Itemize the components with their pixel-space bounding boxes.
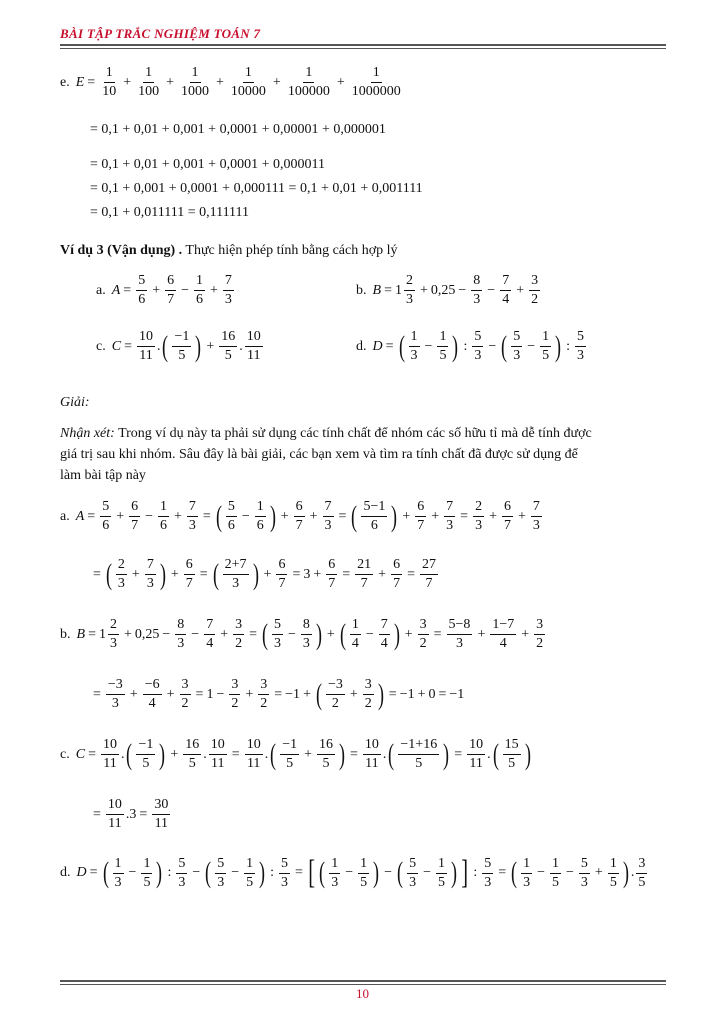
remark-line-3: làm bài tập này (60, 468, 146, 483)
remark-label: Nhận xét: (60, 426, 115, 441)
exercise-d: d. D = ( 1 3 − $\frac{1}{5}$ ) : 5 3 − ( 5 3 − $\frac{1}{5}$ ) : 5 3 (356, 329, 585, 363)
example-title (60, 240, 398, 261)
header-rule-thin (60, 48, 666, 49)
header-rule (60, 44, 666, 46)
solution-c-line1: c. C = $\frac{10}{11}$ . ( −1 5 ) + $\frac{16}{5}$ . $\frac{10}{11}$ = $\frac{10}{11}$ . ( −1 5 + $\frac{16}{5}$ ) = $\frac{10}{11}$ . ( −1+16 5 ) = $\frac{10}{11}$ . ( 15 5 ) (60, 737, 531, 771)
example-title-bold: Ví dụ 3 (Vận dụng) . (60, 243, 183, 258)
solution-b-line1: b. B = 1 $\frac{2}{3}$ + 0,25 − $\frac{8}{3}$ − $\frac{7}{4}$ + $\frac{3}{2}$ = ( 5 3 − $\frac{8}{3}$ ) + ( 1 4 − $\frac{7}{4}$ ) + $\frac{3}{2}$ = $\frac{5-8}{3}$ + $\frac{1-7}{4}$ + $\frac{3}{2}$ (60, 617, 544, 651)
page-header-title: BÀI TẬP TRẮC NGHIỆM TOÁN 7 (60, 26, 261, 41)
formula-e-line5: = 0,1 + 0,011111 = 0,111111 (90, 205, 250, 220)
remark-line-2: giá trị sau khi nhóm. Sâu đây là bài giải, các bạn xem và tìm ra tính chất đã được sử dụng để (60, 447, 578, 462)
solution-b-line2: = $\frac{-3}{3}$ + $\frac{-6}{4}$ + $\frac{3}{2}$ = 1 − $\frac{3}{2}$ + $\frac{3}{2}$ = −1 + ( −3 2 + $\frac{3}{2}$ ) = −1 + 0 = −1 (93, 677, 465, 711)
solution-a-line1: a. A = $\frac{5}{6}$ + $\frac{6}{7}$ − $\frac{1}{6}$ + $\frac{7}{3}$ = ( 5 6 − $\frac{1}{6}$ ) + $\frac{6}{7}$ + $\frac{7}{3}$ = ( 5−1 6 ) + $\frac{6}{7}$ + $\frac{7}{3}$ = $\frac{2}{3}$ + $\frac{6}{7}$ + $\frac{7}{3}$ (60, 499, 540, 533)
page-number: 10 (356, 986, 369, 1001)
formula-e-line3: = 0,1 + 0,01 + 0,001 + 0,0001 + 0,000011 (90, 157, 325, 172)
solution-label: Giải: (60, 395, 90, 410)
solution-c-line2: = $\frac{10}{11}$ .3 = $\frac{30}{11}$ (93, 797, 169, 831)
formula-e-line2: = 0,1 + 0,01 + 0,001 + 0,0001 + 0,00001 + 0,000001 (90, 122, 386, 137)
remark-line-1: Trong ví dụ này ta phải sử dụng các tính chất để nhóm các số hữu tỉ mà dễ tính được (114, 426, 592, 441)
solution-d-line1: d. D = ( 1 3 − $\frac{1}{5}$ ) : 5 3 − ( 5 3 − $\frac{1}{5}$ ) : $\frac{5}{3}$ = [ ( 1 3 − $\frac{1}{5}$ ) − ( 5 3 − $\frac{1}{5}$ ) ] : $\frac{5}{3}$ = ( 1 3 − $\frac{1}{5}$ − $\frac{5}{3}$ + $\frac{1}{5}$ ) . 3 5 (60, 854, 646, 891)
footer-rule (60, 980, 666, 982)
example-title-rest: Thực hiện phép tính bằng cách hợp lý (182, 243, 398, 258)
solution-a-line2: = ( 2 3 + $\frac{7}{3}$ ) + $\frac{6}{7}$ = ( 2+7 3 ) + $\frac{6}{7}$ = 3 + $\frac{6}{7}$ = $\frac{21}{7}$ + $\frac{6}{7}$ = $\frac{27}{7}$ (93, 557, 436, 591)
exercise-b: b. B = 1 $\frac{2}{3}$ + 0,25 − $\frac{8}{3}$ − $\frac{7}{4}$ + $\frac{3}{2}$ (356, 273, 539, 307)
formula-e-line4: = 0,1 + 0,001 + 0,0001 + 0,000111 = 0,1 + 0,01 + 0,001111 (90, 181, 423, 196)
formula-e-line1: e. E = $\frac{1}{10}$ + $\frac{1}{100}$ + $\frac{1}{1000}$ + $\frac{1}{10000}$ + $\frac{1}{100000}$ + $\frac{1}{1000000}$ (60, 65, 401, 99)
exercise-c: c. C = $\frac{10}{11}$ . ( −1 5 ) + $\frac{16}{5}$ . 10 11 (96, 329, 261, 363)
remark-paragraph (60, 423, 666, 486)
exercise-a: a. A = $\frac{5}{6}$ + $\frac{6}{7}$ − $\frac{1}{6}$ + $\frac{7}{3}$ (96, 273, 232, 307)
footer-rule-thin (60, 984, 666, 985)
